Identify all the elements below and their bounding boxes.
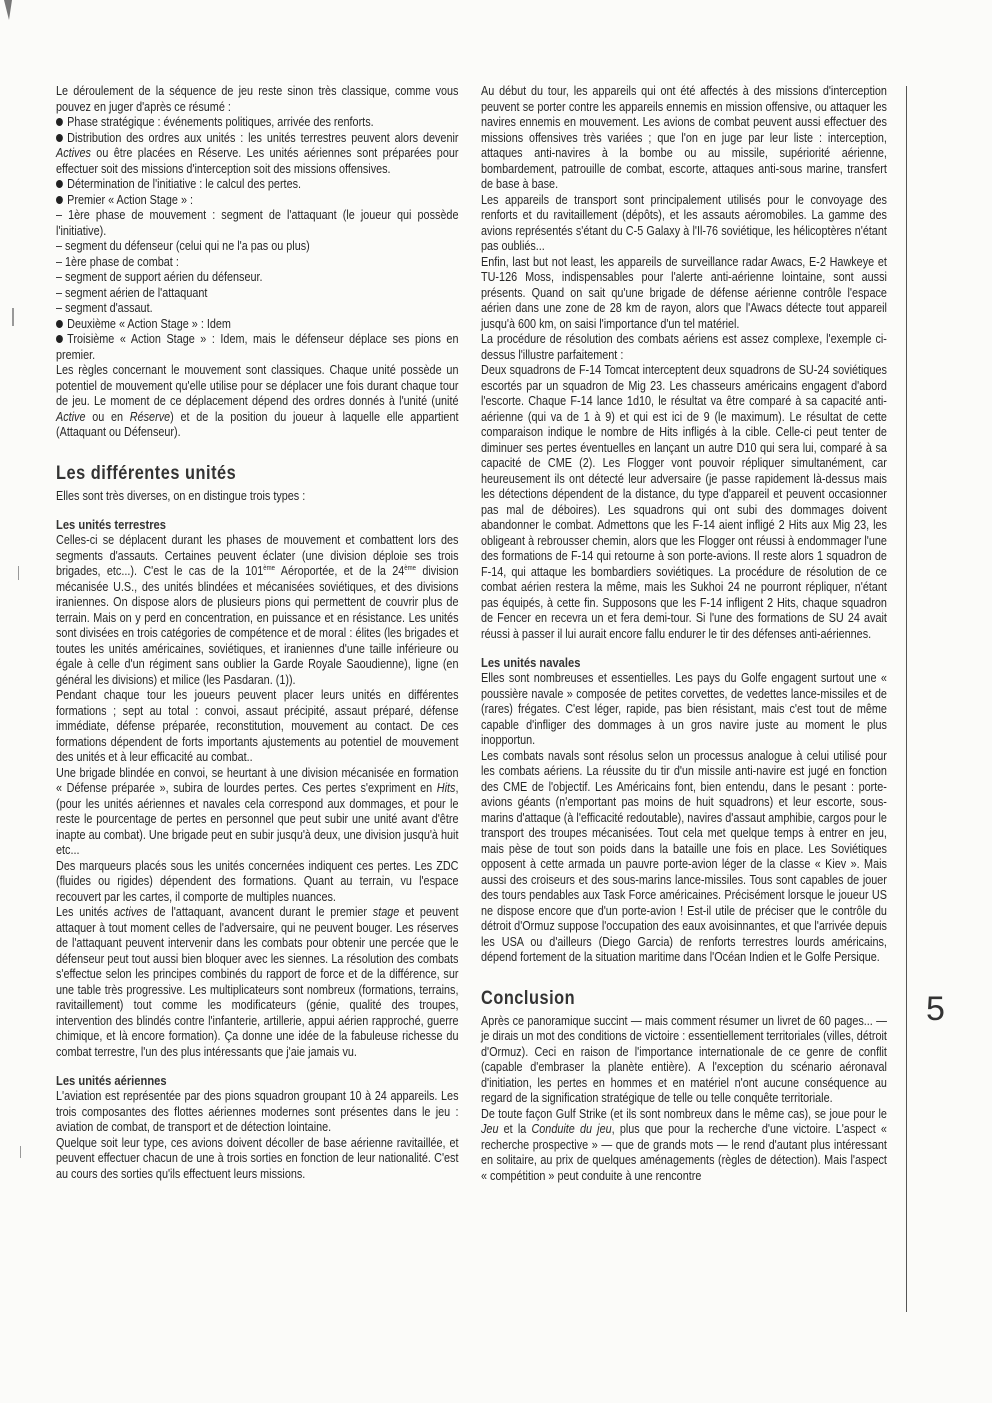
section-heading-conclusion: Conclusion [481,987,576,1009]
scan-speck [12,308,14,326]
air-paragraph: Enfin, last but not least, les appareils de surveillance radar Awacs, E-2 Hawkeye et TU-126 Moss, indispensables pour l'alerte anti-aérienne lointaine, sont aussi présents. Quand on sait qu'une brigade de défense aérienne contrôle l'espace aérien dans une zone de 28 km de rayon, alors que l'Awacs détecte tout appareil jusqu'à 600 km, on saisi l'importance d'un tel matériel. [481,254,887,331]
bullet-dot-icon [56,134,63,142]
bullet-dot-icon [56,180,63,188]
sequence-item-text: – segment de support aérien du défenseur. [56,270,263,284]
air-paragraph: Quelque soit leur type, ces avions doivent décoller de base aérienne ravitaillée, et peuvent effectuer chacun de une à trois sorties en fonction de leur nationalité. C'est au cours des sorties qu'ils effectuent leurs missions. [56,1135,459,1181]
land-paragraph: Des marqueurs placés sous les unités concernées indiquent ces pertes. Les ZDC (fluides ou rigides) dépendent des formations. Quant au terrain, vu l'espace recouvert par les cartes, il comporte de multiples nuances. [56,858,459,904]
right-column [481,84,887,1184]
sequence-item-text: – 1ère phase de mouvement : segment de l'attaquant (le joueur qui possède l'initiative). [56,208,459,238]
sequence-intro: Le déroulement de la séquence de jeu reste sinon très classique, comme vous pouvez en juger d'après ce résumé : [56,84,459,114]
conclusion-paragraph: De toute façon Gulf Strike (et ils sont nombreux dans le même cas), se joue pour le Jeu et la Conduite du jeu, plus que pour la recherche d'une victoire. L'aspect « recherche prospective » — que de grands mots — le rend d'autant plus intéressant en solitaire, au prix de quelques aménagements (règles de détection). Mais l'aspect « compétition » peut conduite à une rencontre [481,1106,887,1183]
page-corner-mark [2,0,16,22]
land-paragraph: Une brigade blindée en convoi, se heurtant à une division mécanisée en formation « Défense préparée », subira de lourdes pertes. Ces pertes s'expriment en Hits, (pour les unités aériennes et navales cela correspond aux dommages, et pour le reste le pourcentage de pertes en personnel que peut subir une unité avant d'être inapte au combat). Une brigade peut en subir jusqu'à deux, une division jusqu'à huit etc... [56,765,459,857]
air-paragraph: L'aviation est représentée par des pions squadron groupant 10 à 24 appareils. Les trois composantes des flottes aériennes modernes sont présentes dans le jeu : aviation de combat, de transport et de détection lointaine. [56,1089,459,1134]
sequence-item-text: Détermination de l'initiative : le calcul des pertes. [67,177,302,191]
land-paragraph: Les unités actives de l'attaquant, avancent durant le premier stage et peuvent attaquer à tout moment celles de l'adversaire, qui ne peuvent bouger. Les réserves de l'attaquant peuvent intervenir dans les combats pour obtenir une percée que le défenseur peut tout aussi bien bloquer avec les siennes. La résolution des combats s'effectue selon les principes combinés du rapport de force et de la différence, sur une table très progressive. Les multiplicateurs sont nombreux (formations, terrains, ravitaillement) tout comme les modificateurs (génie, qualité des troupes, intervention des blindés contre l'infanterie, artillerie, appui aérien rapproché, guerre chimique, et là encore formation). Ça donne une idée de la fabuleuse richesse du combat terrestre, l'un des plus intéressants que j'aie jamais vu. [56,905,459,1059]
section-heading-units: Les différentes unités [56,462,237,484]
land-paragraph: Pendant chaque tour les joueurs peuvent placer leurs unités en différentes formations ; sept au total : convoi, assaut précipité, assaut préparé, défense immédiate, défense préparée, reconstitution, mouvement au contact. De ces formations dépendent de forts importants ajustements au potentiel de mouvement des unités et à leur efficacité au combat.. [56,688,459,764]
subheading-naval-units: Les unités navales [481,655,581,670]
sequence-item-text: Distribution des ordres aux unités : les unités terrestres peuvent alors devenir Actives ou être placées en Réserve. Les unités aériennes sont préparées pour effectuer soit des missions d'interception soit des missions offensives. [56,130,459,176]
sequence-item-text: Troisième « Action Stage » : Idem, mais le défenseur déplace ses pions en premier. [56,332,459,362]
subheading-land-units: Les unités terrestres [56,517,166,532]
sequence-item-text: – segment du défenseur (celui qui ne l'a pas ou plus) [56,239,310,253]
sequence-bullet-item [56,131,458,178]
sequence-dash-item [56,255,458,271]
sequence-item-text: Premier « Action Stage » : [67,192,194,207]
bullet-dot-icon [56,335,63,343]
sequence-item-text: Deuxième « Action Stage » : Idem [67,316,231,331]
sequence-dash-item [56,270,458,286]
sequence-bullet-item [56,332,458,363]
sequence-list [56,115,458,363]
units-intro: Elles sont très diverses, on en distingue trois types : [56,488,306,503]
sequence-bullet-item [56,317,458,333]
bullet-dot-icon [56,320,63,328]
sequence-bullet-item [56,177,458,193]
subheading-air-units: Les unités aériennes [56,1073,167,1088]
margin-rule [906,86,907,1312]
sequence-item-text: – segment d'assaut. [56,301,153,315]
scan-speck [18,566,19,580]
sequence-dash-item [56,286,458,302]
air-paragraph: Les appareils de transport sont principalement utilisés pour le convoyage des renforts et du ravitaillement (dépôts), et les assauts aéromobiles. La gamme des avions représentés s'étant du C-5 Galaxy à l'Il-76 soviétique, les hélicoptères n'étant pas oubliés... [481,192,887,253]
scan-speck [20,1146,21,1158]
sequence-bullet-item [56,115,458,131]
sequence-dash-item [56,301,458,317]
conclusion-paragraph: Après ce panoramique succint — mais comment résumer un livret de 60 pages... — je dirais un mot des conditions de victoire : essentiellement territoriales (villes, détroit d'Ormuz). Ceci en raison de l'importance internationale de ce genre de conflit (capable d'embraser la planète entière). A l'exception du scénario aéronaval d'initiation, les pertes en hommes et en matériel n'ont aucune conséquence au regard de la signification stratégique de telle ou telle conquête territoriale. [481,1013,887,1105]
bullet-dot-icon [56,118,63,126]
land-paragraph: Celles-ci se déplacent durant les phases de mouvement et combattent lors des segments d'assauts. Certaines peuvent éclater (une division déploie ses trois brigades, etc...). C'est le cas de la 101ème Aéroportée, et de la 24ème division mécanisée U.S., des unités blindées et mécanisées soviétiques, et des divisions iraniennes. On dispose alors de plusieurs pions qui permettent de couvrir plus de terrain. Mais on y perd en concentration, en puissance et en résistance. Les unités sont divisées en trois catégories de compétence et de moral : élites (les brigades et toutes les unités américaines, soviétiques, et iraniennes d'une taille inférieure ou égale à celle d'un régiment sans oublier la Garde Royale Saoudienne), ligne (en général les divisions) et milice (les Pasdaran. (1)). [56,533,459,687]
sequence-dash-item [56,208,458,239]
bullet-dot-icon [56,196,63,204]
sequence-item-text: – segment aérien de l'attaquant [56,285,208,300]
sequence-item-text: Phase stratégique : événements politiques, arrivée des renforts. [67,115,374,129]
naval-paragraph: Elles sont nombreuses et essentielles. Les pays du Golfe engagent surtout une « poussière navale » composée de petites corvettes, de vedettes lance-missiles et de (rares) frégates. C'est léger, rapide, pas bien résistant, mais c'est tout de même capable d'infliger des dommages à un gros navire juste au moment le plus inopportun. [481,671,887,747]
sequence-bullet-item [56,193,458,209]
movement-paragraph: Les règles concernant le mouvement sont classiques. Chaque unité possède un potentiel de mouvement qu'elle utilise pour se déplacer une fois durant chaque tour de jeu. Le moment de ce déplacement dépend des ordres donnés à l'unité (unité Active ou en Réserve) et de la position du joueur à laquelle elle appartient (Attaquant ou Défenseur). [56,363,459,439]
air-paragraph: La procédure de résolution des combats aériens est assez complexe, l'exemple ci-dessus l'illustre parfaitement : [481,332,887,362]
air-paragraph: Au début du tour, les appareils qui ont été affectés à des missions d'interception peuvent se porter contre les appareils ennemis en mission offensive, ou attaquer les navires ennemis en mouvement. Les avions de combat peuvent aussi effectuer des missions offensives très variées ; que l'on en juge par leur liste : interception, attaques anti-navires à la bombe ou au missile, supériorité aérienne, bombardement, patrouille de combat, escorte, attaques anti-sous marine, transfert de base à base. [481,84,887,191]
naval-paragraph: Les combats navals sont résolus selon un processus analogue à celui utilisé pour les combats aériens. La réussite du tir d'un missile anti-navire est jugé en fonction des CME de l'objectif. Les Américains font, bien entendu, dans le pesant : porte-avions géants (n'emportant pas moins de huit squadrons) et leur escorte, sous-marins d'attaque (à l'efficacité redoutable), navires d'assaut amphibie, cargos pour le transport des troupes mécanisées. Tout cela met quelque temps à entrer en jeu, mais pèse de tout son poids dans la bataille une fois en place. Les Soviétiques opposent à cette armada un pauvre porte-avion léger de la classe « Kiev ». Mais aussi des croiseurs et des sous-marins lance-missiles. Tous sont capables de jouer des tours pendables aux Task Force américaines. Précisément lorsque le joueur US ne dispose encore que d'un porte-avion ! Est-il utile de préciser que le contrôle du détroit d'Ormuz suppose l'occupation des eaux avoisinnantes, et que l'arrivée depuis les USA ou d'ailleurs (Diego Garcia) de renforts terrestres lourds américains, dépend fortement de la situation maritime dans l'Océan Indien et le Golfe Persique. [481,748,887,964]
left-column [56,84,458,1182]
page-number: 5 [926,990,945,1028]
sequence-item-text: – 1ère phase de combat : [56,254,179,269]
air-paragraph: Deux squadrons de F-14 Tomcat interceptent deux squadrons de SU-24 soviétiques escortés par un squadron de Mig 23. Les chasseurs américains engagent d'abord l'escorte. Chaque F-14 lance 1d10, le résultat va être comparé à sa capacité anti-aérienne (qui va de 1 à 9) et qui est ici de 9 (le maximum). Le résultat de cette comparaison indique le nombre de Hits infligés à la cible. Celle-ci peut tenter de diminuer ses pertes éventuelles en lançant un autre D10 qui sera lui, comparé à sa capacité de CME (2). Les Flogger vont pouvoir répliquer simultanément, car heureusement ils ont détecté leur adversaire (je passe rapidement là-dessus mais les détections dépendent de la distance, du type d'appareil et peuvent occasionner pas mal de déboires). Les squadrons qui ont subi des dommages doivent abandonner le combat. Admettons que les F-14 aient infligé 2 Hits aux Mig 23, les obligeant à rebrousser chemin, alors que les Flogger ont réussi à endommager l'une des formations de F-14 qui retourne à son porte-avions. Il reste alors 1 squadron de F-14, qui attaque les bombardiers soviétiques. La procédure de résolution de ce combat aérien restera la même, mais les Sukhoi 24 ne pourront répliquer, n'étant pas équipés, à cette fin. Supposons que les F-14 infligent 2 Hits, chaque squadron de Fencer en recevra un et fera demi-tour. Si l'une des formations de SU 24 avait réussi à passer il lui aurait encore fallu endurer le tir des défenses anti-aériennes. [481,363,887,641]
sequence-dash-item [56,239,458,255]
